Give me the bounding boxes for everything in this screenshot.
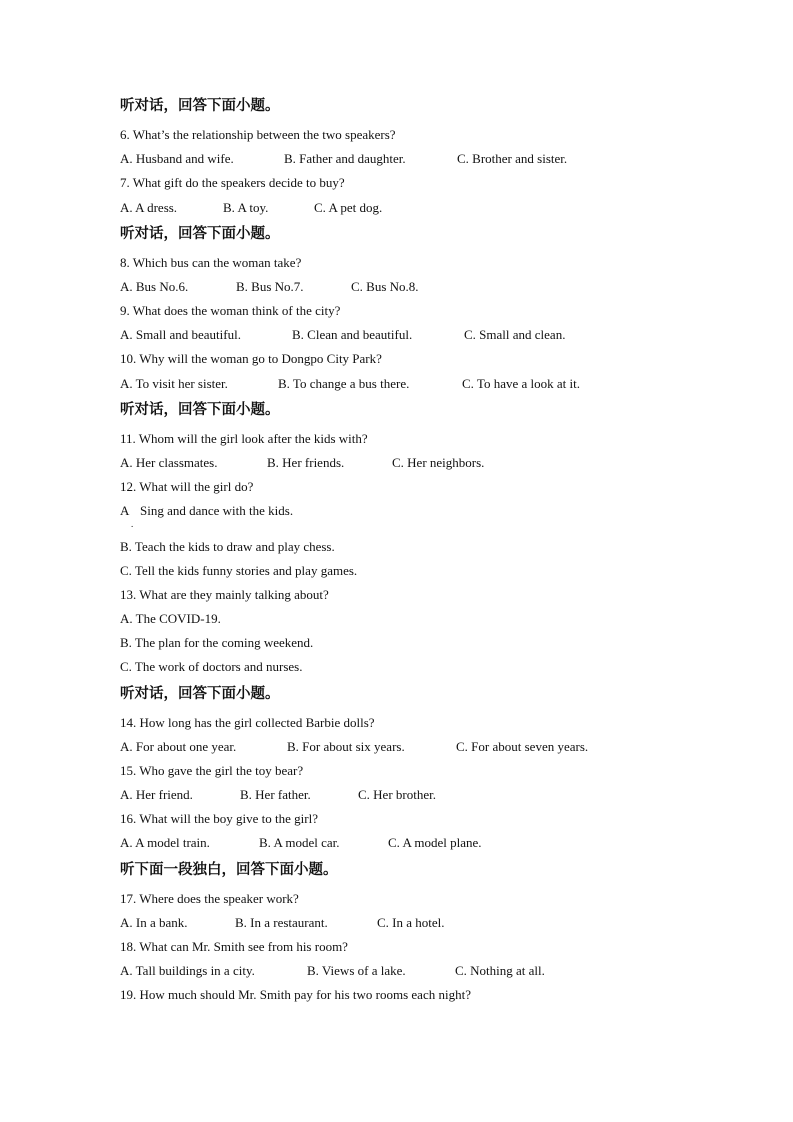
option-c: C. In a hotel. — [377, 915, 445, 930]
option-a: A. In a bank. — [120, 915, 188, 930]
section-heading: 听对话，回答下面小题。 — [120, 98, 280, 114]
option-b: B. To change a bus there. — [278, 376, 410, 391]
option-c: C. Small and clean. — [464, 327, 566, 342]
option-b: B. Views of a lake. — [307, 963, 406, 978]
option-b: B. Her friends. — [267, 455, 345, 470]
question-16-stem: 16. What will the boy give to the girl? — [120, 811, 318, 826]
question-18-stem: 18. What can Mr. Smith see from his room? — [120, 939, 348, 954]
option-c: C. A pet dog. — [314, 200, 383, 215]
section-heading: 听下面一段独白，回答下面小题。 — [120, 862, 338, 878]
option-a: A. Tall buildings in a city. — [120, 963, 255, 978]
option-b: B. In a restaurant. — [235, 915, 328, 930]
option-a: A. Husband and wife. — [120, 151, 234, 166]
question-10-stem: 10. Why will the woman go to Dongpo City Park? — [120, 351, 382, 366]
section-heading: 听对话，回答下面小题。 — [120, 686, 280, 702]
option-b: B. A model car. — [259, 835, 340, 850]
section-heading: 听对话，回答下面小题。 — [120, 402, 280, 418]
question-11-stem: 11. Whom will the girl look after the kids with? — [120, 431, 368, 446]
question-13-option-a: A. The COVID-19. — [120, 611, 221, 626]
option-a: A. For about one year. — [120, 739, 237, 754]
question-13-option-c: C. The work of doctors and nurses. — [120, 659, 303, 674]
question-12-stem: 12. What will the girl do? — [120, 479, 254, 494]
question-9-stem: 9. What does the woman think of the city? — [120, 303, 341, 318]
option-a: A. To visit her sister. — [120, 376, 228, 391]
option-a-text: Sing and dance with the kids. — [140, 503, 294, 518]
question-13-option-b: B. The plan for the coming weekend. — [120, 635, 314, 650]
option-c: C. To have a look at it. — [462, 376, 580, 391]
question-13-stem: 13. What are they mainly talking about? — [120, 587, 329, 602]
question-6-stem: 6. What’s the relationship between the two speakers? — [120, 127, 396, 142]
option-c: C. Nothing at all. — [455, 963, 545, 978]
question-15-stem: 15. Who gave the girl the toy bear? — [120, 763, 304, 778]
option-a: A. Her friend. — [120, 787, 193, 802]
option-a-letter: A — [120, 503, 130, 518]
option-a: A. Her classmates. — [120, 455, 218, 470]
option-c: C. For about seven years. — [456, 739, 589, 754]
question-17-stem: 17. Where does the speaker work? — [120, 891, 299, 906]
option-a: A. A model train. — [120, 835, 210, 850]
option-c: C. Brother and sister. — [457, 151, 568, 166]
option-c: C. Her neighbors. — [392, 455, 485, 470]
option-b: B. Clean and beautiful. — [292, 327, 413, 342]
question-12-option-b: B. Teach the kids to draw and play chess. — [120, 539, 335, 554]
option-a-dot: . — [131, 519, 134, 529]
option-b: B. A toy. — [223, 200, 269, 215]
option-a: A. Small and beautiful. — [120, 327, 241, 342]
option-b: B. For about six years. — [287, 739, 405, 754]
question-7-stem: 7. What gift do the speakers decide to buy? — [120, 175, 345, 190]
option-b: B. Bus No.7. — [236, 279, 304, 294]
section-heading: 听对话，回答下面小题。 — [120, 226, 280, 242]
question-19-stem: 19. How much should Mr. Smith pay for his two rooms each night? — [120, 987, 471, 1002]
question-12-option-c: C. Tell the kids funny stories and play games. — [120, 563, 358, 578]
option-a: A. A dress. — [120, 200, 178, 215]
option-c: C. Bus No.8. — [351, 279, 419, 294]
question-8-stem: 8. Which bus can the woman take? — [120, 255, 302, 270]
option-c: C. Her brother. — [358, 787, 436, 802]
option-a: A. Bus No.6. — [120, 279, 189, 294]
option-b: B. Father and daughter. — [284, 151, 406, 166]
option-b: B. Her father. — [240, 787, 311, 802]
option-c: C. A model plane. — [388, 835, 482, 850]
question-14-stem: 14. How long has the girl collected Barbie dolls? — [120, 715, 375, 730]
